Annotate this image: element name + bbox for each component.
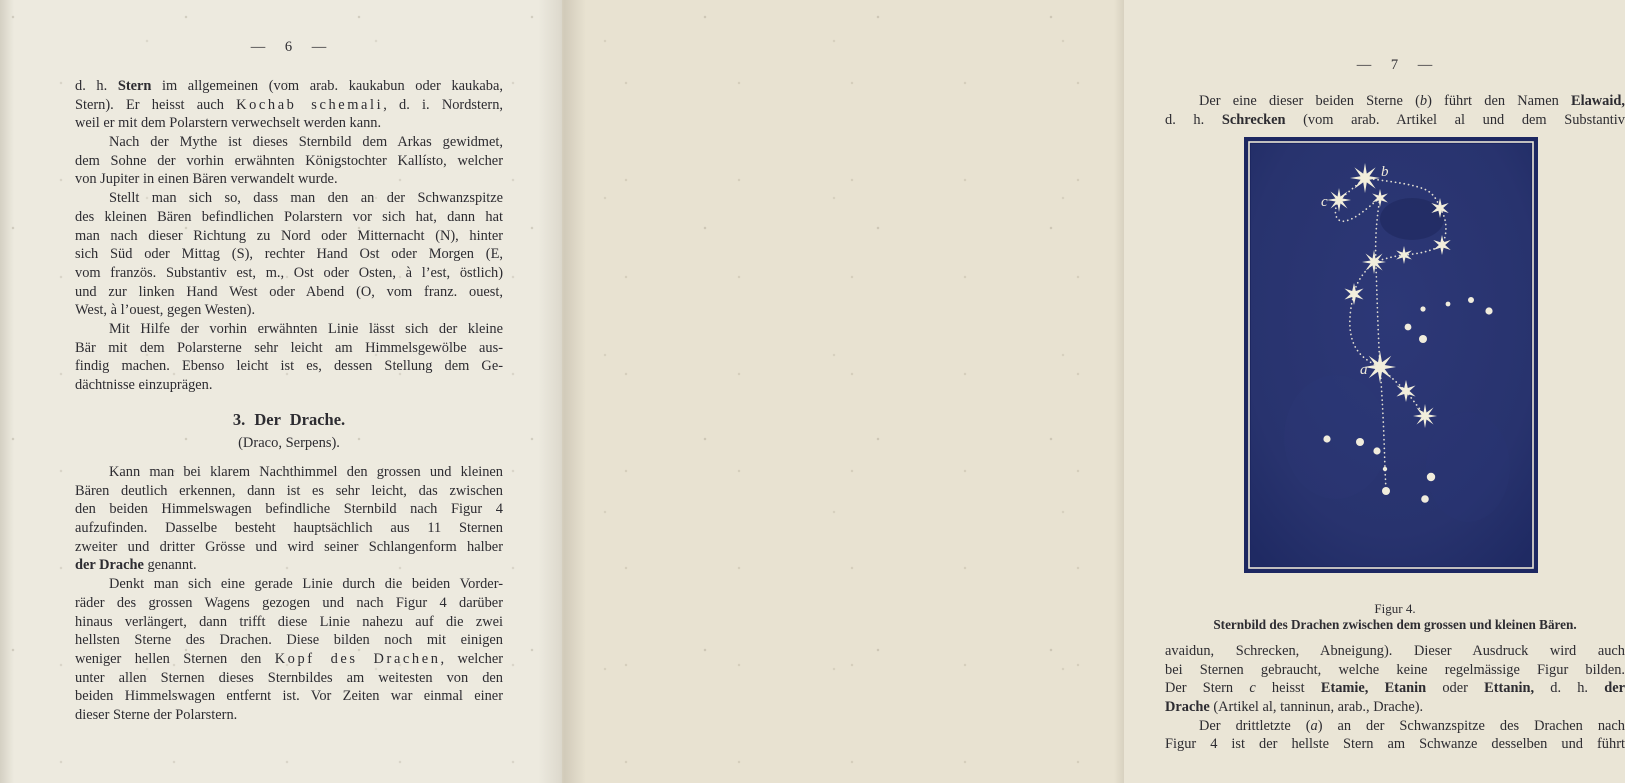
wagon-star-dot [1427, 473, 1435, 481]
page-number-right: — 7 — [1356, 57, 1434, 73]
wagon-star-dot [1420, 306, 1425, 311]
text-line [75, 556, 503, 575]
text-line [75, 227, 503, 246]
text-run: ) führt den Namen [1427, 93, 1571, 109]
text-run: Stern [117, 78, 152, 94]
text-run: bei Sternen gebraucht, welche keine regelmässige Figur bilden. [1165, 661, 1625, 678]
text-run: c [1249, 680, 1256, 697]
text-run: im allgemeinen (vom arab. kaukabun oder kaukaba, [151, 78, 503, 94]
text-run: vom französ. Substantiv est, m., Ost oder Osten, à l’est, östlich) [75, 264, 503, 281]
text-run: Schrecken [1221, 111, 1286, 128]
section-subheading: (Draco, Serpens). [238, 435, 340, 451]
text-run: man nach dieser Richtung zu Nord oder Mitternacht (N), hinter [75, 227, 503, 244]
text-run: und zur linken Hand West oder Abend (O, vom franz. ouest, [75, 283, 503, 300]
text-line [1165, 642, 1625, 661]
text-line [75, 463, 503, 482]
text-line [75, 77, 503, 96]
text-run: Ettanin, [1484, 680, 1535, 697]
text-line [75, 538, 503, 557]
text-line [1165, 111, 1625, 130]
text-run: Stern). Er heisst auch [75, 96, 237, 113]
section-heading: 3. Der Drache. [232, 410, 346, 429]
text-run: a [1310, 717, 1318, 734]
sky-light-patch [1284, 375, 1388, 499]
text-line [75, 133, 503, 152]
text-run: den beiden Himmelswagen befindliche Sternbild nach Figur 4 [75, 501, 503, 518]
text-line [75, 357, 503, 376]
text-line [75, 189, 503, 208]
figure-caption-number: Figur 4. [1374, 601, 1416, 616]
text-line [75, 320, 503, 339]
wagon-star-dot [1383, 467, 1387, 471]
text-line [75, 575, 503, 594]
text-run: der [1604, 680, 1625, 697]
dragon-star [1362, 250, 1386, 274]
text-run: Stellt man sich so, dass man den an der Schwanzspitze [109, 190, 503, 207]
text-run: ) an der Schwanzspitze des Drachen nach [1317, 717, 1625, 734]
text-line [75, 114, 503, 133]
text-run: d. h. [1534, 680, 1605, 697]
text-run: Mit Hilfe der vorhin erwähnten Linie lässt sich der kleine [109, 320, 503, 337]
text-run: weniger hellen Sternen den [75, 650, 275, 667]
left-paragraphs-1 [75, 77, 503, 395]
text-run: weil er mit dem Polarstern verwechselt werden kann. [75, 115, 382, 132]
text-line [75, 482, 503, 501]
text-line [75, 152, 503, 171]
text-run: Etamie, Etanin [1320, 680, 1427, 697]
text-run: dem Sohne der vorhin erwähnten Königstochter Kallísto, welcher [75, 152, 503, 169]
wagon-star-dot [1405, 324, 1412, 331]
text-line [75, 339, 503, 358]
text-line [75, 376, 503, 395]
text-run: avaidun, Schrecken, Abneigung). Dieser Ausdruck wird auch [1165, 643, 1625, 659]
text-line [75, 500, 503, 519]
text-line [1165, 735, 1625, 754]
text-run: Der drittletzte ( [1199, 717, 1311, 734]
text-line [75, 594, 503, 613]
text-line [75, 264, 503, 283]
text-run: Elawaid, [1571, 93, 1625, 109]
dragon-star [1350, 163, 1380, 193]
text-run: d. h. [75, 78, 118, 94]
text-run: Nach der Mythe ist dieses Sternbild dem Arkas gewidmet, [109, 134, 503, 151]
text-run: heisst [1255, 680, 1321, 697]
page-left [0, 0, 562, 783]
text-line [75, 613, 503, 632]
text-line [75, 245, 503, 264]
text-run: dieser Sterne der Polarstern. [75, 706, 238, 723]
text-run: hellsten Sterne des Drachen. Diese bilden noch mit einigen [75, 632, 503, 649]
text-run: Drache [1165, 699, 1210, 716]
dragon-star [1413, 404, 1437, 428]
wagon-star-dot [1485, 307, 1492, 314]
text-run: Kopf des Drachen [274, 650, 441, 667]
text-run: beiden Himmelswagen entfernt ist. Vor Zeiten war einmal einer [75, 688, 503, 705]
wagon-star-dot [1446, 302, 1451, 307]
left-paragraphs-2 [75, 463, 503, 725]
text-line [1165, 661, 1625, 680]
text-run: dächtnisse einzuprägen. [75, 377, 213, 393]
text-line [75, 96, 503, 115]
text-line [75, 687, 503, 706]
wagon-star-dot [1421, 495, 1429, 503]
right-body-paragraphs [1165, 642, 1625, 754]
text-run: b [1419, 93, 1428, 109]
wagon-star-dot [1468, 297, 1474, 303]
text-run: , welcher [440, 650, 503, 667]
wagon-star-dot [1382, 487, 1390, 495]
right-intro-paragraph [1165, 92, 1625, 129]
text-run: Bären deutlich erkennen, dann ist es sehr leicht, das zwischen [75, 482, 503, 499]
star-label: a [1360, 362, 1368, 378]
text-run: Denkt man sich eine gerade Linie durch die beiden Vorder- [109, 576, 503, 593]
figure-4-constellation-plate [1244, 137, 1538, 573]
text-run: unter allen Sternen dieses Sternbildes am weitesten von den [75, 669, 503, 686]
text-run: Kochab schemali [236, 96, 384, 113]
star-label: c [1321, 194, 1328, 210]
text-line [75, 170, 503, 189]
text-run: hinaus verlängert, dann trifft diese Linie nahezu auf die zwei [75, 613, 503, 630]
wagon-star-dot [1356, 438, 1364, 446]
text-run: (Artikel al, tanninun, arab., Drache). [1209, 699, 1424, 716]
dragon-star [1364, 351, 1396, 383]
text-line [1165, 717, 1625, 736]
text-run: West, à l’ouest, gegen Westen). [75, 302, 256, 319]
figure-caption-title: Sternbild des Drachen zwischen dem grossen und kleinen Bären. [1213, 617, 1577, 632]
text-line [75, 631, 503, 650]
text-run: (vom arab. Artikel al und dem Substantiv [1285, 111, 1625, 128]
text-run: Der eine dieser beiden Sterne ( [1199, 93, 1420, 109]
page-right [562, 0, 1625, 783]
text-line [75, 301, 503, 320]
constellation-figure-svg [1244, 137, 1538, 573]
text-run: , d. i. Nordstern, [383, 96, 503, 113]
wagon-star-dot [1323, 435, 1330, 442]
text-run: sich Süd oder Mittag (S), rechter Hand Ost oder Morgen (E, [75, 246, 503, 263]
text-run: Figur 4 ist der hellste Stern am Schwanze desselben und führt [1165, 736, 1625, 753]
text-run: genannt. [143, 557, 197, 574]
text-run: oder [1426, 680, 1485, 697]
text-line [75, 669, 503, 688]
text-line [75, 650, 503, 669]
text-line [1165, 698, 1625, 717]
dragon-star [1327, 188, 1351, 212]
text-run: Kann man bei klarem Nachthimmel den grossen und kleinen [109, 464, 503, 480]
text-run: findig machen. Ebenso leicht ist es, dessen Stellung dem Ge- [75, 358, 503, 375]
text-run: zweiter und dritter Grösse und wird seiner Schlangenform halber [75, 538, 503, 555]
page-number-left: — 6 — [250, 39, 328, 55]
text-run: räder des grossen Wagens gezogen und nach Figur 4 darüber [75, 594, 503, 611]
text-run: der Drache [75, 557, 144, 574]
text-run: von Jupiter in einen Bären verwandelt wurde. [75, 171, 338, 188]
text-line [75, 283, 503, 302]
text-line [75, 208, 503, 227]
text-run: Der Stern [1165, 680, 1250, 697]
text-run: d. h. [1165, 111, 1222, 128]
star-label: b [1381, 164, 1389, 180]
wagon-star-dot [1419, 335, 1427, 343]
sky-light-patch [1426, 412, 1510, 522]
wagon-star-dot [1373, 447, 1380, 454]
text-line [75, 519, 503, 538]
text-line [1165, 92, 1625, 111]
text-line [75, 706, 503, 725]
text-run: Bär mit dem Polarsterne sehr leicht am Himmelsgewölbe aus- [75, 339, 503, 356]
text-line [1165, 679, 1625, 698]
text-run: des kleinen Bären befindlichen Polarstern vor sich hat, dann hat [75, 208, 503, 225]
text-run: aufzufinden. Dasselbe besteht hauptsächlich aus 11 Sternen [75, 520, 503, 537]
